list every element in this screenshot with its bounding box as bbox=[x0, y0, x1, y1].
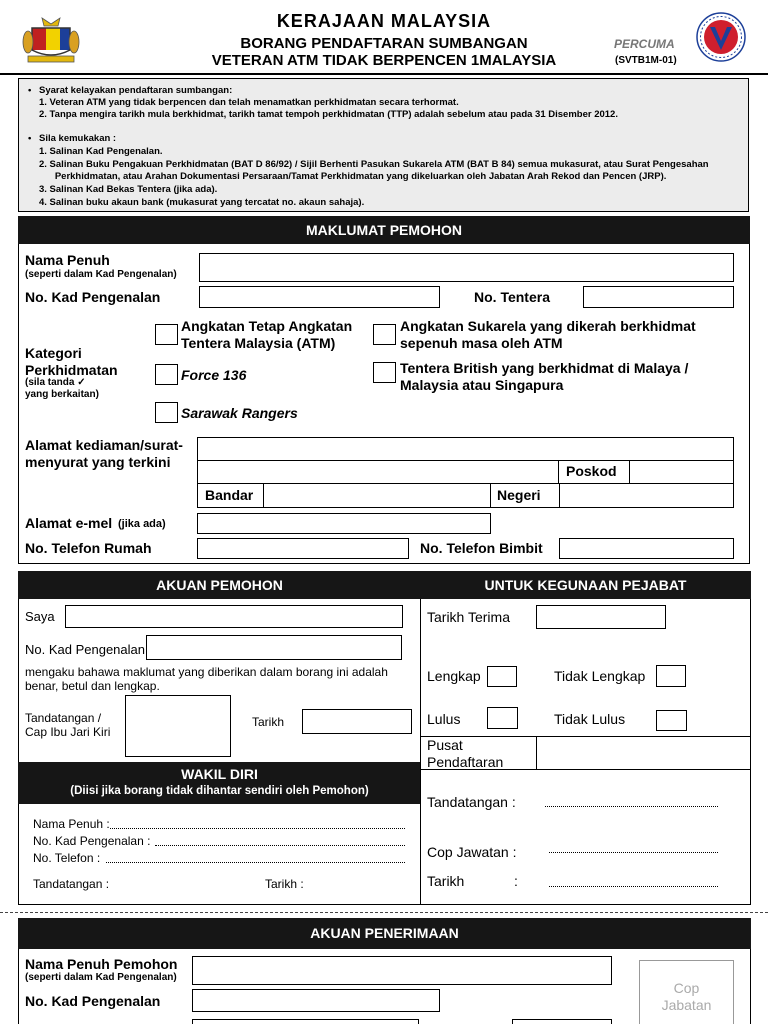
tandatangan-label-1: Tandatangan / bbox=[25, 711, 102, 725]
syarat-item: 2. Tanpa mengira tarikh mula berkhidmat, tarikh tamat tempoh perkhidmatan (TTP) adalah sebelum atau pada 31 Disember 2012. bbox=[39, 109, 618, 120]
form-title: KERAJAAN MALAYSIA bbox=[276, 11, 492, 31]
akuan-no-kp-label: No. Kad Pengenalan bbox=[25, 642, 145, 657]
cop-jabatan-label-2: Jabatan bbox=[661, 997, 712, 1013]
atm-label-2: Tentera Malaysia (ATM) bbox=[181, 335, 336, 351]
wakil-tarikh-label: Tarikh : bbox=[265, 877, 304, 891]
lengkap-checkbox[interactable] bbox=[487, 666, 517, 687]
wakil-heading: WAKIL DIRI bbox=[181, 766, 258, 782]
cop-jabatan-label-1: Cop bbox=[673, 980, 700, 996]
kategori-label-2: Perkhidmatan bbox=[25, 362, 118, 378]
signature-box[interactable] bbox=[125, 695, 231, 757]
receipt-no-kp-input[interactable] bbox=[192, 989, 440, 1012]
akuan-section-heading: AKUAN PEMOHON bbox=[18, 571, 421, 599]
syarat-title: Syarat kelayakan pendaftaran sumbangan: bbox=[39, 85, 233, 96]
kemukakan-item: 1. Salinan Kad Pengenalan. bbox=[39, 146, 163, 157]
receipt-nama-note: (seperti dalam Kad Pengenalan) bbox=[25, 972, 177, 983]
syarat-item: 1. Veteran ATM yang tidak berpencen dan telah menamatkan perkhidmatan secara terhormat. bbox=[39, 97, 459, 108]
sukarela-label-1: Angkatan Sukarela yang dikerah berkhidmat bbox=[400, 318, 696, 334]
tel-bimbit-input[interactable] bbox=[559, 538, 734, 559]
poskod-input[interactable] bbox=[629, 460, 734, 484]
negeri-input[interactable] bbox=[559, 483, 734, 508]
tarikh-terima-label: Tarikh Terima bbox=[427, 609, 510, 625]
force-136-checkbox[interactable] bbox=[155, 364, 178, 385]
british-label-2: Malaysia atau Singapura bbox=[400, 377, 564, 393]
tarikh-terima-input[interactable] bbox=[536, 605, 666, 629]
no-kp-label: No. Kad Pengenalan bbox=[25, 289, 161, 305]
negeri-label: Negeri bbox=[497, 487, 541, 503]
atm-label-1: Angkatan Tetap Angkatan bbox=[181, 318, 353, 334]
akuan-statement-1: mengaku bahawa maklumat yang diberikan dalam borang ini adalah bbox=[25, 665, 388, 679]
receipt-nama-label: Nama Penuh Pemohon bbox=[25, 956, 178, 972]
receipt-section-heading: AKUAN PENERIMAAN bbox=[18, 918, 751, 949]
kemukakan-title: Sila kemukakan : bbox=[39, 133, 117, 144]
nama-penuh-label: Nama Penuh bbox=[25, 252, 110, 268]
applicant-section-heading: MAKLUMAT PEMOHON bbox=[18, 216, 750, 244]
office-section-heading: UNTUK KEGUNAAN PEJABAT bbox=[420, 571, 751, 599]
force-136-label: Force 136 bbox=[181, 367, 247, 383]
cut-line bbox=[0, 912, 768, 913]
no-tentera-input[interactable] bbox=[583, 286, 734, 308]
tidak-lulus-label: Tidak Lulus bbox=[554, 711, 626, 727]
bullet-icon: • bbox=[28, 133, 32, 144]
wakil-nama-input[interactable] bbox=[110, 828, 405, 829]
wakil-note: (Diisi jika borang tidak dihantar sendiri oleh Pemohon) bbox=[70, 785, 369, 797]
percuma-label: PERCUMA bbox=[614, 37, 675, 51]
emel-input[interactable] bbox=[197, 513, 491, 534]
tandatangan-label-2: Cap Ibu Jari Kiri bbox=[25, 725, 111, 739]
bandar-input[interactable] bbox=[263, 483, 491, 508]
kategori-label-1: Kategori bbox=[25, 345, 82, 361]
british-checkbox[interactable] bbox=[373, 362, 396, 383]
akuan-tarikh-input[interactable] bbox=[302, 709, 412, 734]
poskod-label: Poskod bbox=[566, 463, 617, 479]
requirements-notice bbox=[18, 78, 749, 212]
pejabat-tandatangan-input[interactable] bbox=[545, 806, 718, 807]
tel-rumah-input[interactable] bbox=[197, 538, 409, 559]
tidak-lulus-checkbox[interactable] bbox=[656, 710, 687, 731]
akuan-no-kp-input[interactable] bbox=[146, 635, 402, 660]
kemukakan-item: Perkhidmatan, atau Arahan Dokumentasi Persaraan/Tamat Perkhidmatan yang dikeluarkan oleh Jabatan Arah Rekod dan Pencen (JRP). bbox=[39, 171, 667, 182]
receipt-no-kp-label: No. Kad Pengenalan bbox=[25, 993, 161, 1009]
emel-note: (jika ada) bbox=[118, 518, 166, 530]
receipt-extra-input-2[interactable] bbox=[512, 1019, 612, 1024]
pejabat-tandatangan-label: Tandatangan : bbox=[427, 794, 516, 810]
tel-bimbit-label: No. Telefon Bimbit bbox=[420, 540, 543, 556]
wakil-no-tel-input[interactable] bbox=[106, 862, 405, 863]
header-divider bbox=[0, 73, 768, 75]
alamat-label-2: menyurat yang terkini bbox=[25, 454, 171, 470]
receipt-nama-input[interactable] bbox=[192, 956, 612, 985]
wakil-no-kp-label: No. Kad Pengenalan : bbox=[33, 834, 151, 848]
akuan-tarikh-label: Tarikh bbox=[252, 715, 285, 729]
sarawak-label: Sarawak Rangers bbox=[181, 405, 298, 421]
pusat-input[interactable] bbox=[536, 736, 751, 770]
pejabat-tarikh-label: Tarikh bbox=[427, 873, 465, 889]
akuan-statement-2: benar, betul dan lengkap. bbox=[25, 679, 160, 693]
nama-penuh-input[interactable] bbox=[199, 253, 734, 282]
no-kp-input[interactable] bbox=[199, 286, 440, 308]
pejabat-tarikh-input[interactable] bbox=[549, 886, 718, 887]
sukarela-label-2: sepenuh masa oleh ATM bbox=[400, 335, 563, 351]
wakil-tandatangan-label: Tandatangan : bbox=[33, 877, 110, 891]
no-tentera-label: No. Tentera bbox=[474, 289, 550, 305]
saya-input[interactable] bbox=[65, 605, 403, 628]
form-subtitle-1: BORANG PENDAFTARAN SUMBANGAN bbox=[240, 35, 528, 52]
wakil-no-kp-input[interactable] bbox=[155, 845, 405, 846]
pusat-label-1: Pusat bbox=[427, 737, 463, 753]
form-code: (SVTB1M-01) bbox=[615, 55, 677, 66]
wakil-no-tel-label: No. Telefon : bbox=[33, 851, 101, 865]
lulus-checkbox[interactable] bbox=[487, 707, 518, 729]
wakil-nama-label: Nama Penuh : bbox=[33, 817, 110, 831]
bullet-icon: • bbox=[28, 85, 32, 96]
tidak-lengkap-label: Tidak Lengkap bbox=[554, 668, 646, 684]
kategori-note-2: yang berkaitan) bbox=[25, 389, 99, 400]
lulus-label: Lulus bbox=[427, 711, 461, 727]
kemukakan-item: 3. Salinan Kad Bekas Tentera (jika ada). bbox=[39, 184, 218, 195]
sukarela-checkbox[interactable] bbox=[373, 324, 396, 345]
pejabat-tarikh-colon: : bbox=[514, 873, 518, 889]
pusat-label-2: Pendaftaran bbox=[427, 754, 504, 770]
alamat-label-1: Alamat kediaman/surat- bbox=[25, 437, 183, 453]
bandar-label: Bandar bbox=[205, 487, 254, 503]
malaysia-coat-of-arms-logo bbox=[22, 14, 80, 66]
cop-jawatan-label: Cop Jawatan : bbox=[427, 844, 517, 860]
kategori-note-1: (sila tanda ✓ bbox=[25, 377, 86, 388]
nama-penuh-note: (seperti dalam Kad Pengenalan) bbox=[25, 269, 177, 280]
tidak-lengkap-checkbox[interactable] bbox=[656, 665, 686, 687]
emel-label: Alamat e-mel bbox=[25, 515, 113, 531]
sarawak-checkbox[interactable] bbox=[155, 402, 178, 423]
veteran-emblem-logo bbox=[696, 12, 746, 62]
kemukakan-item: 4. Salinan buku akaun bank (mukasurat yang tercatat no. akaun sahaja). bbox=[39, 197, 365, 208]
alamat-line-1-input[interactable] bbox=[197, 437, 734, 461]
kemukakan-item: 2. Salinan Buku Pengakuan Perkhidmatan (BAT D 86/92) / Sijil Berhenti Pasukan Sukarela ATM (BAT B 84) semua mukasurat, atau Surat Pengesahan bbox=[39, 159, 709, 170]
atm-checkbox[interactable] bbox=[155, 324, 178, 345]
receipt-extra-input[interactable] bbox=[192, 1019, 419, 1024]
saya-label: Saya bbox=[25, 609, 55, 624]
cop-jawatan-input[interactable] bbox=[549, 852, 718, 853]
alamat-line-2-input[interactable] bbox=[197, 460, 559, 484]
form-subtitle-2: VETERAN ATM TIDAK BERPENCEN 1MALAYSIA bbox=[211, 52, 557, 69]
lengkap-label: Lengkap bbox=[427, 668, 481, 684]
tel-rumah-label: No. Telefon Rumah bbox=[25, 540, 152, 556]
british-label-1: Tentera British yang berkhidmat di Malaya / bbox=[400, 360, 689, 376]
